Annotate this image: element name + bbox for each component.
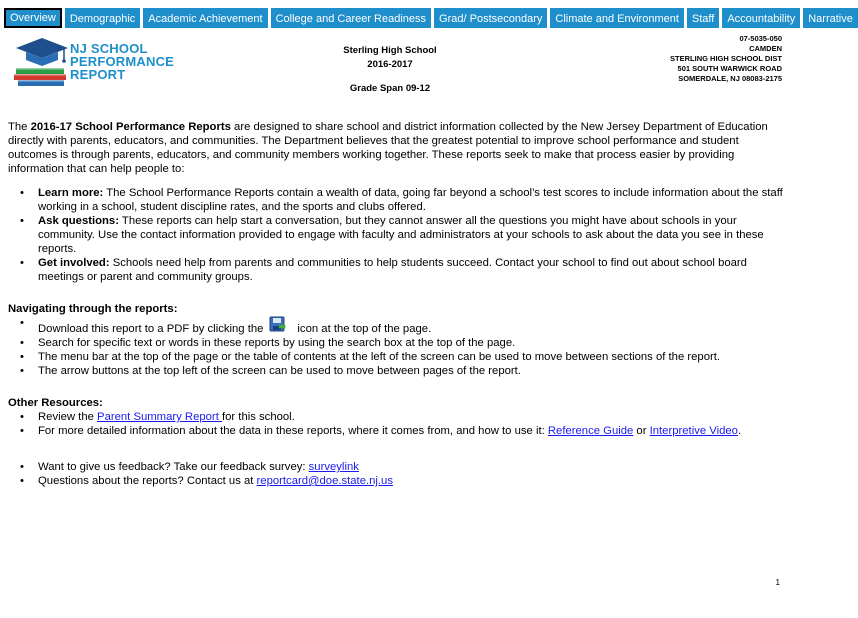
school-year: 2016-2017 [367, 59, 413, 70]
school-info [290, 44, 490, 96]
logo-wordmark: NJ SCHOOL PERFORMANCE REPORT [70, 41, 175, 82]
list-item: • Download this report to a PDF by clicking the icon at the top of the page. [8, 316, 786, 336]
list-item: • Get involved: Schools need help from parents and communities to help students succeed. Contact your school to find out about school board meetings or parent and community groups. [8, 256, 786, 284]
other-resources-heading: Other Resources: [8, 397, 103, 409]
list-item: • Want to give us feedback? Take our feedback survey: surveylink [8, 460, 786, 474]
navigating-heading: Navigating through the reports: [8, 303, 178, 315]
city: SOMERDALE, NJ 08083-2175 [678, 74, 782, 83]
district: STERLING HIGH SCHOOL DIST [670, 54, 782, 63]
feedback-list [8, 460, 786, 488]
tab-demographic[interactable]: Demographic [65, 8, 140, 28]
school-code: 07-5035-050 [739, 34, 782, 43]
school-address [670, 34, 782, 84]
list-item: • The arrow buttons at the top left of the screen can be used to move between pages of the report. [8, 364, 786, 378]
list-item: • Ask questions: These reports can help start a conversation, but they cannot answer all the questions you might have about schools in your community. Use the contact information provided to engage with faculty and administrators at your schools to ask about the data you see in these reports. [8, 214, 786, 256]
list-item: • Review the Parent Summary Report for this school. [8, 410, 786, 424]
page-number: 1 [775, 578, 780, 587]
tab-overview[interactable]: Overview [4, 8, 62, 28]
list-item: • The menu bar at the top of the page or the table of contents at the left of the screen can be used to move between sections of the report. [8, 350, 786, 364]
other-resources-list [8, 410, 786, 438]
tab-college-career-readiness[interactable]: College and Career Readiness [271, 8, 431, 28]
tab-accountability[interactable]: Accountability [722, 8, 800, 28]
tab-grad-postsecondary[interactable]: Grad/ Postsecondary [434, 8, 547, 28]
list-item: • Questions about the reports? Contact us at reportcard@doe.state.nj.us [8, 474, 786, 488]
purpose-list [8, 186, 786, 284]
survey-link[interactable]: surveylink [308, 461, 359, 473]
list-item: • Learn more: The School Performance Reports contain a wealth of data, going far beyond a school’s test scores to include information about the staff working in a school, student discipline rates, and the sports and clubs offered. [8, 186, 786, 214]
county: CAMDEN [749, 44, 782, 53]
school-name: Sterling High School [343, 45, 437, 56]
section-tab-bar [4, 8, 858, 28]
tab-academic-achievement[interactable]: Academic Achievement [143, 8, 267, 28]
overview-content [8, 120, 786, 488]
navigating-list [8, 316, 786, 378]
grade-span: Grade Span 09-12 [349, 83, 431, 94]
interpretive-video-link[interactable]: Interpretive Video [649, 425, 738, 437]
intro-paragraph: The 2016-17 School Performance Reports are designed to share school and district information collected by the New Jersey Department of Education directly with parents, educators, and communities. The Department believes that the greatest potential to improve school performance and student outcomes is through parents, educators, and community members working together. These reports seek to make that process easier by providing information that can help people to: [8, 121, 768, 175]
parent-summary-report-link[interactable]: Parent Summary Report [97, 411, 222, 423]
tab-staff[interactable]: Staff [687, 8, 719, 28]
street: 501 SOUTH WARWICK ROAD [677, 64, 782, 73]
list-item: • Search for specific text or words in these reports by using the search box at the top of the page. [8, 336, 786, 350]
tab-narrative[interactable]: Narrative [803, 8, 858, 28]
reference-guide-link[interactable]: Reference Guide [547, 425, 634, 437]
list-item: • For more detailed information about the data in these reports, where it comes from, and how to use it: Reference Guide or Interpretive Video. [8, 424, 786, 438]
tab-climate-environment[interactable]: Climate and Environment [550, 8, 684, 28]
contact-email-link[interactable]: reportcard@doe.state.nj.us [256, 475, 393, 487]
pdf-download-icon[interactable] [269, 316, 291, 334]
